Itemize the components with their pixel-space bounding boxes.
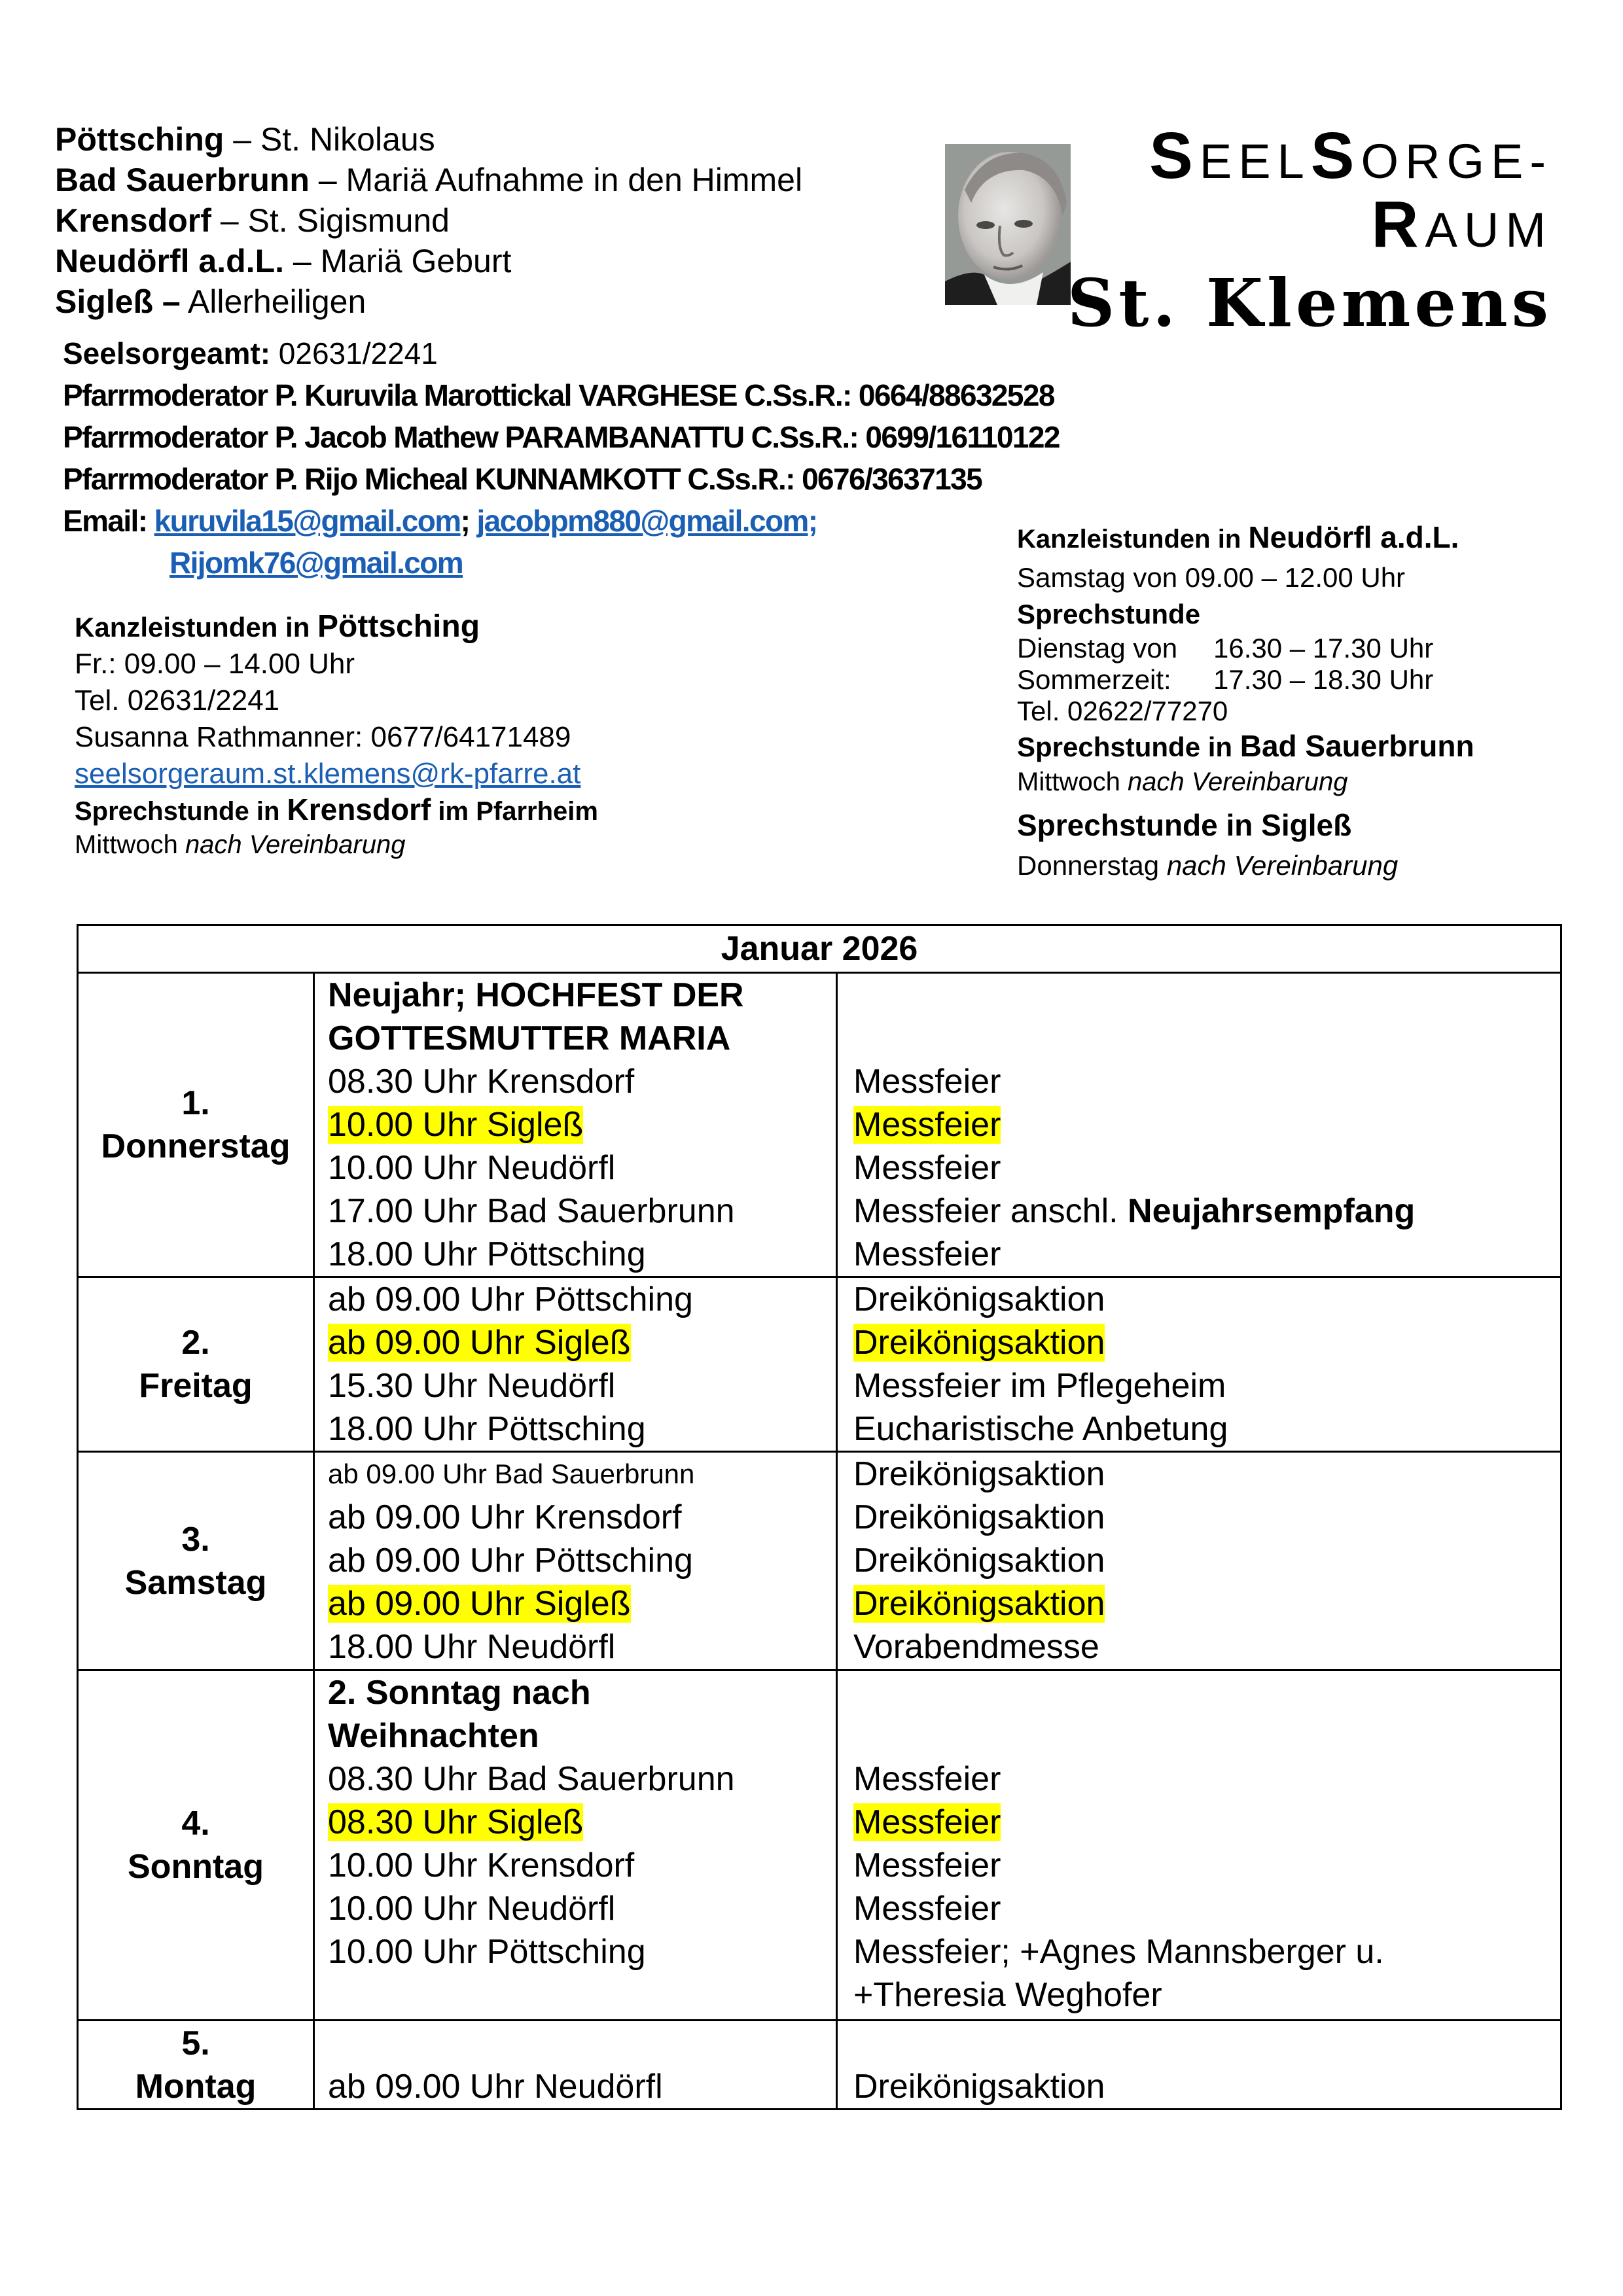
event-time-text: 17.00 Uhr Bad Sauerbrunn (328, 1192, 735, 1230)
separator: – (224, 121, 260, 158)
sprechstunde-heading: Sprechstunde (1017, 599, 1201, 629)
event-time (328, 1801, 836, 1844)
event-time-text: 18.00 Uhr Pöttsching (328, 1235, 646, 1273)
moderator-line: Pfarrmoderator P. Jacob Mathew PARAMBANATTU C.Ss.R.: 0699/16110122 (63, 420, 1060, 454)
heading-text: im Pfarrheim (431, 797, 598, 826)
weekday: Sonntag (128, 1848, 264, 1886)
event-activity (853, 1278, 1560, 1321)
activities-cell (837, 973, 1561, 1277)
event-time (328, 1496, 836, 1539)
feast-title: 2. Sonntag nach Weihnachten (328, 1674, 591, 1755)
event-activity-text: Messfeier anschl. (853, 1192, 1128, 1230)
office-phone: Tel. 02622/77270 (1017, 696, 1228, 726)
sprechstunde-bad-sauerbrunn (1017, 727, 1474, 766)
seelsorgeamt-label: Seelsorgeamt: (63, 336, 271, 370)
event-activity (853, 1496, 1560, 1539)
event-activity (853, 1190, 1560, 1233)
event-time-text: 18.00 Uhr Neudörfl (328, 1628, 616, 1666)
table-row (78, 1452, 1561, 1670)
event-time (328, 1146, 836, 1190)
parish-name: Sigleß – (55, 283, 181, 320)
event-time-text: ab 09.00 Uhr Sigleß (328, 1324, 631, 1362)
event-time-text: ab 09.00 Uhr Bad Sauerbrunn (328, 1458, 695, 1489)
parish-item (55, 119, 802, 160)
event-activity-text: Messfeier (853, 1235, 1001, 1273)
event-time (328, 2065, 836, 2108)
logo-title: St. Klemens (1067, 264, 1552, 342)
heading-text: Kanzleistunden in (1017, 525, 1249, 554)
kanzlei-heading (75, 609, 598, 646)
separator: – (309, 162, 346, 198)
day-cell (78, 1670, 314, 2021)
event-time (328, 1364, 836, 1407)
parish-patron: Allerheiligen (187, 283, 366, 320)
event-time (328, 1453, 836, 1496)
sprechstunde-heading (75, 792, 598, 828)
office-phone: Tel. 02631/2241 (75, 684, 280, 716)
event-activity (853, 1233, 1560, 1276)
logo-letter: R (1371, 188, 1425, 261)
office-contacts (63, 332, 1060, 584)
calendar-header-row (78, 925, 1561, 973)
calendar-table (77, 924, 1562, 2110)
event-time-text: ab 09.00 Uhr Pöttsching (328, 1542, 693, 1580)
event-time (328, 1887, 836, 1930)
times-cell (314, 2021, 837, 2110)
weekday: Mittwoch (1017, 768, 1128, 796)
logo-letter: S (1310, 119, 1361, 192)
kanzlei-poettsching (75, 609, 598, 861)
parish-patron: St. Sigismund (247, 202, 450, 239)
weekday: Montag (135, 2067, 257, 2106)
heading-place: Sigleß (1261, 808, 1352, 842)
moderator-line: Pfarrmoderator P. Rijo Micheal KUNNAMKOTT C.Ss.R.: 0676/3637135 (63, 462, 982, 496)
event-activity-text: Messfeier (853, 1063, 1001, 1101)
activities-cell (837, 1277, 1561, 1452)
event-time (328, 1103, 836, 1146)
email-line (63, 500, 1060, 542)
label: Sommerzeit: (1017, 664, 1171, 695)
event-time-text: 10.00 Uhr Neudörfl (328, 1149, 616, 1187)
event-activity-text: Dreikönigsaktion (853, 1455, 1105, 1493)
spacer (853, 1671, 1560, 1757)
email-link-rijo[interactable]: Rijomk76@gmail.com (169, 546, 463, 580)
event-time (328, 1757, 836, 1801)
event-time-text: 10.00 Uhr Sigleß (328, 1106, 584, 1144)
office-hours: Samstag von 09.00 – 12.00 Uhr (1017, 562, 1406, 593)
time: 16.30 – 17.30 Uhr (1213, 633, 1434, 663)
event-time-text: ab 09.00 Uhr Sigleß (328, 1585, 631, 1623)
heading-place: Pöttsching (317, 609, 480, 644)
table-row (78, 1670, 1561, 2021)
event-time-text: 08.30 Uhr Bad Sauerbrunn (328, 1760, 735, 1798)
portrait-illustration (945, 144, 1071, 305)
heading-place: Krensdorf (287, 792, 431, 826)
event-activity-text: Messfeier (853, 1106, 1001, 1144)
calendar-month: Januar 2026 (78, 925, 1561, 973)
label: Dienstag von (1017, 633, 1178, 663)
event-time (328, 1407, 836, 1451)
event-time-text: 08.30 Uhr Krensdorf (328, 1063, 635, 1101)
separator: ; (460, 504, 477, 538)
event-activity-text: Dreikönigsaktion (853, 2068, 1105, 2106)
parish-item (55, 281, 802, 322)
times-cell (314, 1452, 837, 1670)
kanzlei-heading (1017, 517, 1474, 559)
parish-list (55, 119, 802, 322)
parish-item (55, 200, 802, 241)
event-activity-continued (853, 1973, 1560, 2017)
parish-name: Neudörfl a.d.L. (55, 243, 284, 279)
event-time-text: 10.00 Uhr Krensdorf (328, 1846, 635, 1884)
weekday: Donnerstag (1017, 850, 1167, 881)
sprechstunde-time (1017, 851, 1474, 880)
day-number: 1. (181, 1084, 210, 1122)
event-activity (853, 1103, 1560, 1146)
activities-cell (837, 2021, 1561, 2110)
note: nach Vereinbarung (185, 830, 406, 859)
email-line-2 (63, 542, 1060, 584)
logo-letters: EEL (1199, 134, 1311, 188)
times-cell (314, 973, 837, 1277)
event-activity (853, 1453, 1560, 1496)
parish-patron: Mariä Aufnahme in den Himmel (346, 162, 803, 198)
event-time-text: 18.00 Uhr Pöttsching (328, 1410, 646, 1448)
sommerzeit-hours (1017, 664, 1474, 696)
event-activity-text: Messfeier (853, 1846, 1001, 1884)
event-activity-text: +Theresia Weghofer (853, 1976, 1162, 2014)
table-row (78, 2021, 1561, 2110)
event-activity (853, 1364, 1560, 1407)
parish-patron: Mariä Geburt (320, 243, 512, 279)
email-link-kuruvila[interactable]: kuruvila15@gmail.com (154, 504, 461, 538)
seelsorgeraum-logo (1067, 119, 1552, 342)
event-time-text: 10.00 Uhr Pöttsching (328, 1933, 646, 1971)
event-time-text: 08.30 Uhr Sigleß (328, 1803, 584, 1841)
event-activity-text: Messfeier im Pflegeheim (853, 1367, 1226, 1405)
event-activity-text: Eucharistische Anbetung (853, 1410, 1228, 1448)
office-contact-person: Susanna Rathmanner: 0677/64171489 (75, 721, 571, 753)
heading-place: Bad Sauerbrunn (1240, 729, 1474, 763)
event-activity (853, 2065, 1560, 2108)
event-time (328, 1190, 836, 1233)
seelsorgeamt-phone: 02631/2241 (270, 336, 438, 370)
weekday: Mittwoch (75, 830, 185, 859)
office-hours: Fr.: 09.00 – 14.00 Uhr (75, 648, 355, 680)
separator: – (284, 243, 321, 279)
event-activity-text: Messfeier (853, 1890, 1001, 1928)
event-time (328, 1060, 836, 1103)
event-time (328, 1625, 836, 1669)
event-activity-text: Vorabendmesse (853, 1628, 1099, 1666)
parish-name: Pöttsching (55, 121, 224, 158)
event-activity-text: Dreikönigsaktion (853, 1498, 1105, 1536)
event-activity (853, 1887, 1560, 1930)
event-time-text: 10.00 Uhr Neudörfl (328, 1890, 616, 1928)
event-time-text: ab 09.00 Uhr Krensdorf (328, 1498, 682, 1536)
parish-item (55, 241, 802, 281)
event-activity (853, 1801, 1560, 1844)
event-activity-text: Messfeier (853, 1149, 1001, 1187)
event-time (328, 1582, 836, 1625)
event-activity (853, 1146, 1560, 1190)
day-number: 3. (181, 1520, 210, 1559)
day-cell (78, 2021, 314, 2110)
parish-patron: St. Nikolaus (260, 121, 435, 158)
office-email-link[interactable]: seelsorgeraum.st.klemens@rk-pfarre.at (75, 758, 581, 790)
event-activity (853, 1060, 1560, 1103)
event-activity-text: Messfeier; +Agnes Mannsberger u. (853, 1933, 1384, 1971)
email-label: Email: (63, 504, 147, 538)
activities-cell (837, 1670, 1561, 2021)
portrait-st-klemens-icon (945, 144, 1071, 305)
sprechstunde-sigless (1017, 798, 1474, 851)
feast-title: Neujahr; HOCHFEST DER GOTTESMUTTER MARIA (328, 976, 744, 1057)
parish-name: Bad Sauerbrunn (55, 162, 310, 198)
logo-letters: AUM (1425, 203, 1552, 257)
event-activity-text: Dreikönigsaktion (853, 1542, 1105, 1580)
event-activity (853, 1407, 1560, 1451)
spacer (853, 974, 1560, 1060)
logo-letters: ORGE- (1361, 134, 1552, 188)
email-link-jacob[interactable]: jacobpm880@gmail.com; (476, 504, 817, 538)
dienstag-hours (1017, 633, 1474, 664)
separator: – (211, 202, 248, 239)
sprechstunde-time (75, 828, 598, 861)
event-activity-text: Messfeier (853, 1760, 1001, 1798)
event-activity-text: Dreikönigsaktion (853, 1324, 1105, 1362)
event-activity (853, 1582, 1560, 1625)
separator (181, 283, 188, 320)
times-cell (314, 1670, 837, 2021)
moderator-line: Pfarrmoderator P. Kuruvila Marottickal VARGHESE C.Ss.R.: 0664/88632528 (63, 378, 1054, 412)
event-activity-text: Dreikönigsaktion (853, 1585, 1105, 1623)
parish-name: Krensdorf (55, 202, 211, 239)
times-cell (314, 1277, 837, 1452)
day-cell (78, 1277, 314, 1452)
table-row (78, 1277, 1561, 1452)
event-time-text: ab 09.00 Uhr Pöttsching (328, 1280, 693, 1318)
day-number: 2. (181, 1324, 210, 1362)
event-activity-bold: Neujahrsempfang (1128, 1192, 1416, 1230)
parish-item (55, 160, 802, 200)
event-time (328, 1930, 836, 1973)
event-activity (853, 1539, 1560, 1582)
event-activity-text: Dreikönigsaktion (853, 1280, 1105, 1318)
heading-text: Sprechstunde in (1017, 732, 1240, 762)
table-row (78, 973, 1561, 1277)
event-time (328, 1844, 836, 1887)
kanzlei-neudoerfl (1017, 517, 1474, 880)
heading-place: Neudörfl a.d.L. (1248, 520, 1459, 554)
logo-line-2 (1067, 188, 1552, 262)
logo-letter: S (1149, 119, 1200, 192)
seelsorgeamt-line (63, 332, 1060, 374)
event-activity (853, 1930, 1560, 1973)
heading-text: Kanzleistunden in (75, 612, 318, 643)
heading-text: Sprechstunde in (75, 797, 287, 826)
event-time-text: ab 09.00 Uhr Neudörfl (328, 2068, 663, 2106)
event-time (328, 1278, 836, 1321)
event-time (328, 1321, 836, 1364)
weekday: Freitag (139, 1367, 253, 1405)
heading-text: Sprechstunde in (1017, 808, 1262, 842)
event-activity-text: Messfeier (853, 1803, 1001, 1841)
weekday: Samstag (124, 1563, 267, 1602)
note: nach Vereinbarung (1127, 768, 1348, 796)
event-activity (853, 1844, 1560, 1887)
weekday: Donnerstag (101, 1127, 291, 1165)
event-activity (853, 1321, 1560, 1364)
event-time-text: 15.30 Uhr Neudörfl (328, 1367, 616, 1405)
note: nach Vereinbarung (1166, 850, 1399, 881)
logo-line-1 (1067, 119, 1552, 193)
event-activity (853, 1757, 1560, 1801)
day-cell (78, 973, 314, 1277)
event-activity (853, 1625, 1560, 1669)
sprechstunde-time (1017, 766, 1474, 798)
day-cell (78, 1452, 314, 1670)
event-time (328, 1233, 836, 1276)
day-number: 4. (181, 1805, 210, 1843)
time: 17.30 – 18.30 Uhr (1213, 664, 1434, 695)
event-time (328, 1539, 836, 1582)
day-number: 5. (181, 2024, 210, 2062)
activities-cell (837, 1452, 1561, 1670)
